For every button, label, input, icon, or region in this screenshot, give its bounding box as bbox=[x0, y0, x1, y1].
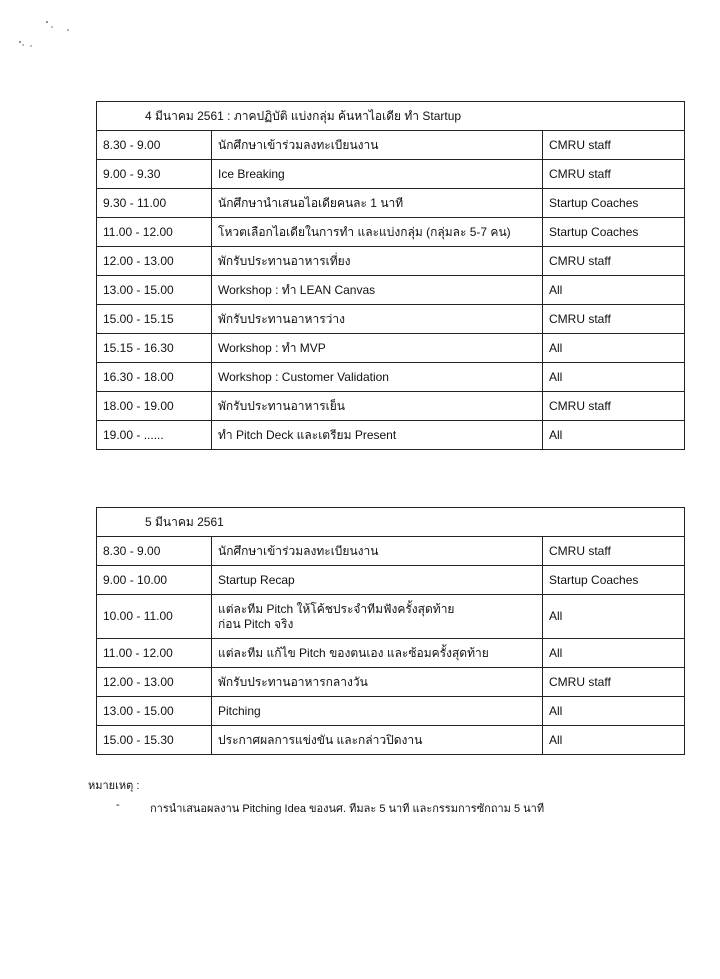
responsible-cell: CMRU staff bbox=[543, 160, 685, 189]
notes-section bbox=[88, 776, 544, 817]
activity-cell: Startup Recap bbox=[212, 566, 543, 595]
table-row bbox=[97, 160, 685, 189]
responsible-cell: All bbox=[543, 334, 685, 363]
responsible-cell: All bbox=[543, 595, 685, 639]
day2-heading: 5 มีนาคม 2561 bbox=[97, 508, 685, 537]
responsible-cell: CMRU staff bbox=[543, 392, 685, 421]
table-row bbox=[97, 726, 685, 755]
time-cell: 15.00 - 15.15 bbox=[97, 305, 212, 334]
bullet-dash: - bbox=[116, 799, 120, 811]
time-cell: 10.00 - 11.00 bbox=[97, 595, 212, 639]
table-row bbox=[97, 537, 685, 566]
activity-cell: พักรับประทานอาหารกลางวัน bbox=[212, 668, 543, 697]
responsible-cell: Startup Coaches bbox=[543, 189, 685, 218]
time-cell: 16.30 - 18.00 bbox=[97, 363, 212, 392]
scan-specks bbox=[0, 0, 120, 70]
table-row bbox=[97, 131, 685, 160]
time-cell: 9.30 - 11.00 bbox=[97, 189, 212, 218]
responsible-cell: All bbox=[543, 276, 685, 305]
activity-cell: โหวตเลือกไอเดียในการทำ และแบ่งกลุ่ม (กลุ่มละ 5-7 คน) bbox=[212, 218, 543, 247]
time-cell: 18.00 - 19.00 bbox=[97, 392, 212, 421]
activity-line-2: ก่อน Pitch จริง bbox=[218, 616, 294, 631]
activity-cell: Workshop : ทำ MVP bbox=[212, 334, 543, 363]
schedule-table-day1 bbox=[96, 101, 685, 450]
table-row bbox=[97, 668, 685, 697]
note-item bbox=[88, 799, 544, 817]
activity-cell bbox=[212, 595, 543, 639]
activity-cell: นักศึกษาเข้าร่วมลงทะเบียนงาน bbox=[212, 537, 543, 566]
table-row bbox=[97, 595, 685, 639]
activity-cell: พักรับประทานอาหารเย็น bbox=[212, 392, 543, 421]
responsible-cell: Startup Coaches bbox=[543, 566, 685, 595]
table-row bbox=[97, 421, 685, 450]
activity-cell: พักรับประทานอาหารเที่ยง bbox=[212, 247, 543, 276]
time-cell: 13.00 - 15.00 bbox=[97, 697, 212, 726]
time-cell: 9.00 - 9.30 bbox=[97, 160, 212, 189]
activity-cell: แต่ละทีม แก้ไข Pitch ของตนเอง และซ้อมครั้งสุดท้าย bbox=[212, 639, 543, 668]
table-row bbox=[97, 697, 685, 726]
schedule-table-day2 bbox=[96, 507, 685, 755]
time-cell: 13.00 - 15.00 bbox=[97, 276, 212, 305]
activity-cell: Workshop : ทำ LEAN Canvas bbox=[212, 276, 543, 305]
notes-title: หมายเหตุ : bbox=[88, 780, 140, 792]
time-cell: 12.00 - 13.00 bbox=[97, 668, 212, 697]
responsible-cell: All bbox=[543, 726, 685, 755]
responsible-cell: All bbox=[543, 421, 685, 450]
responsible-cell: All bbox=[543, 639, 685, 668]
responsible-cell: CMRU staff bbox=[543, 247, 685, 276]
day1-heading: 4 มีนาคม 2561 : ภาคปฏิบัติ แบ่งกลุ่ม ค้นหาไอเดีย ทำ Startup bbox=[97, 102, 685, 131]
table-row bbox=[97, 363, 685, 392]
table-row bbox=[97, 247, 685, 276]
table-row bbox=[97, 276, 685, 305]
time-cell: 9.00 - 10.00 bbox=[97, 566, 212, 595]
time-cell: 12.00 - 13.00 bbox=[97, 247, 212, 276]
responsible-cell: CMRU staff bbox=[543, 305, 685, 334]
activity-cell: นักศึกษานำเสนอไอเดียคนละ 1 นาที bbox=[212, 189, 543, 218]
time-cell: 15.00 - 15.30 bbox=[97, 726, 212, 755]
time-cell: 19.00 - ...... bbox=[97, 421, 212, 450]
responsible-cell: All bbox=[543, 697, 685, 726]
time-cell: 8.30 - 9.00 bbox=[97, 131, 212, 160]
time-cell: 11.00 - 12.00 bbox=[97, 218, 212, 247]
responsible-cell: CMRU staff bbox=[543, 131, 685, 160]
table-row bbox=[97, 566, 685, 595]
responsible-cell: All bbox=[543, 363, 685, 392]
activity-cell: Workshop : Customer Validation bbox=[212, 363, 543, 392]
activity-cell: Ice Breaking bbox=[212, 160, 543, 189]
responsible-cell: CMRU staff bbox=[543, 537, 685, 566]
activity-cell: นักศึกษาเข้าร่วมลงทะเบียนงาน bbox=[212, 131, 543, 160]
responsible-cell: CMRU staff bbox=[543, 668, 685, 697]
time-cell: 15.15 - 16.30 bbox=[97, 334, 212, 363]
activity-line-1: แต่ละทีม Pitch ให้โค้ชประจำทีมฟังครั้งสุดท้าย bbox=[218, 601, 455, 616]
table-row bbox=[97, 218, 685, 247]
table-row bbox=[97, 392, 685, 421]
activity-cell: ประกาศผลการแข่งขัน และกล่าวปิดงาน bbox=[212, 726, 543, 755]
note-text: การนำเสนอผลงาน Pitching Idea ของนศ. ทีมละ 5 นาที และกรรมการซักถาม 5 นาที bbox=[150, 803, 545, 815]
table-row bbox=[97, 189, 685, 218]
time-cell: 8.30 - 9.00 bbox=[97, 537, 212, 566]
activity-cell: ทำ Pitch Deck และเตรียม Present bbox=[212, 421, 543, 450]
table-row bbox=[97, 639, 685, 668]
table-row bbox=[97, 334, 685, 363]
table-row bbox=[97, 305, 685, 334]
responsible-cell: Startup Coaches bbox=[543, 218, 685, 247]
activity-cell: พักรับประทานอาหารว่าง bbox=[212, 305, 543, 334]
activity-cell: Pitching bbox=[212, 697, 543, 726]
time-cell: 11.00 - 12.00 bbox=[97, 639, 212, 668]
